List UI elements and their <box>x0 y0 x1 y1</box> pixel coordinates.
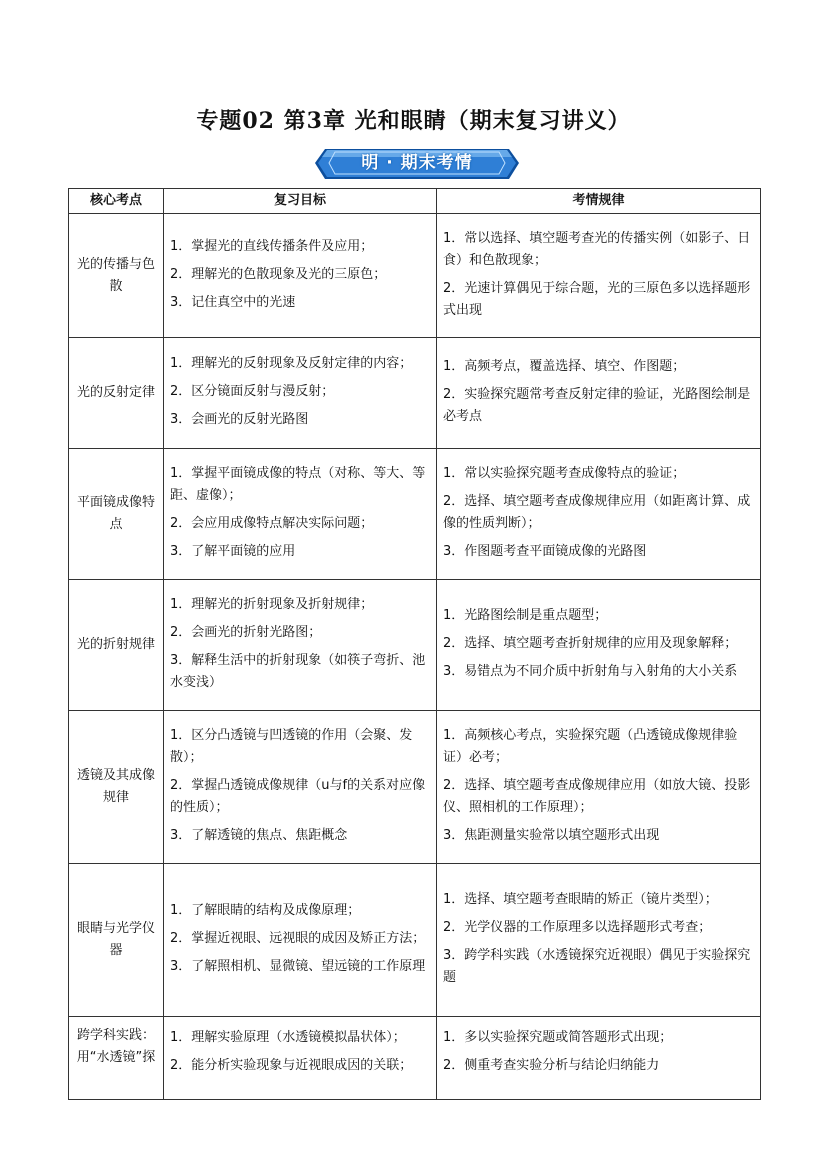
pattern-item: 2．光速计算偶见于综合题，光的三原色多以选择题形式出现 <box>443 280 751 318</box>
goal-item: 3．了解平面镜的应用 <box>170 544 296 559</box>
pattern-item: 1．光路图绘制是重点题型； <box>443 608 608 623</box>
patterns-cell <box>437 1017 761 1100</box>
table-header-row <box>69 189 761 214</box>
patterns-cell <box>437 338 761 449</box>
header-patterns: 考情规律 <box>437 189 761 214</box>
pattern-item: 2．侧重考查实验分析与结论归纳能力 <box>443 1058 660 1073</box>
goals-cell <box>164 214 437 338</box>
goal-item: 3．会画光的反射光路图 <box>170 412 309 427</box>
patterns-cell <box>437 214 761 338</box>
pattern-item: 3．焦距测量实验常以填空题形式出现 <box>443 828 660 843</box>
table-row <box>69 1017 761 1100</box>
banner-label: 明 · 期末考情 <box>361 153 473 173</box>
pattern-item: 2．选择、填空题考查成像规律应用（如距离计算、成像的性质判断）； <box>443 494 751 531</box>
goal-item: 3．解释生活中的折射现象（如筷子弯折、池水变浅） <box>170 653 426 690</box>
patterns-cell <box>437 449 761 580</box>
goal-item: 1．理解光的折射现象及折射规律； <box>170 597 374 612</box>
pattern-item: 1．高频核心考点，实验探究题（凸透镜成像规律验证）必考； <box>443 728 738 765</box>
pattern-item: 2．选择、填空题考查成像规律应用（如放大镜、投影仪、照相机的工作原理）； <box>443 778 751 815</box>
exam-overview-table <box>68 188 761 1100</box>
topic-cell: 跨学科实践：用“水透镜”探 <box>69 1017 164 1100</box>
pattern-item: 3．作图题考查平面镜成像的光路图 <box>443 544 647 559</box>
goal-item: 3．了解照相机、显微镜、望远镜的工作原理 <box>170 959 426 974</box>
topic-cell: 光的传播与色散 <box>69 214 164 338</box>
pattern-item: 3．跨学科实践（水透镜探究近视眼）偶见于实验探究题 <box>443 948 751 985</box>
table-row <box>69 449 761 580</box>
goals-cell <box>164 711 437 864</box>
topic-cell: 透镜及其成像规律 <box>69 711 164 864</box>
goal-item: 2．会画光的折射光路图； <box>170 625 322 640</box>
goals-cell <box>164 338 437 449</box>
pattern-item: 2．光学仪器的工作原理多以选择题形式考查； <box>443 920 712 935</box>
topic-cell: 眼睛与光学仪器 <box>69 864 164 1017</box>
goal-item: 1．了解眼睛的结构及成像原理； <box>170 903 361 918</box>
pattern-item: 1．常以实验探究题考查成像特点的验证； <box>443 466 686 481</box>
section-banner <box>311 146 523 182</box>
page-title: 专题02 第3章 光和眼睛（期末复习讲义） <box>196 108 631 134</box>
goal-item: 1．理解实验原理（水透镜模拟晶状体）； <box>170 1030 406 1045</box>
goals-cell <box>164 864 437 1017</box>
pattern-item: 1．选择、填空题考查眼睛的矫正（镜片类型）； <box>443 892 718 907</box>
patterns-cell <box>437 580 761 711</box>
table-row <box>69 711 761 864</box>
patterns-cell <box>437 711 761 864</box>
goal-item: 1．掌握光的直线传播条件及应用； <box>170 238 374 254</box>
goal-item: 3．记住真空中的光速 <box>170 294 296 310</box>
goal-item: 1．理解光的反射现象及反射定律的内容； <box>170 356 413 371</box>
header-topic: 核心考点 <box>69 189 164 214</box>
goal-item: 2．区分镜面反射与漫反射； <box>170 384 335 399</box>
topic-cell: 光的折射规律 <box>69 580 164 711</box>
pattern-item: 2．选择、填空题考查折射规律的应用及现象解释； <box>443 636 738 651</box>
goal-item: 2．能分析实验现象与近视眼成因的关联； <box>170 1058 413 1073</box>
pattern-item: 1．高频考点，覆盖选择、填空、作图题； <box>443 359 686 374</box>
table-row <box>69 214 761 338</box>
topic-cell: 平面镜成像特点 <box>69 449 164 580</box>
goal-item: 3．了解透镜的焦点、焦距概念 <box>170 828 348 843</box>
table-row <box>69 864 761 1017</box>
pattern-item: 3．易错点为不同介质中折射角与入射角的大小关系 <box>443 664 738 679</box>
goal-item: 1．掌握平面镜成像的特点（对称、等大、等距、虚像）； <box>170 466 426 503</box>
goal-item: 2．掌握凸透镜成像规律（u与f的关系对应像的性质）； <box>170 778 426 815</box>
table-row <box>69 580 761 711</box>
goals-cell <box>164 580 437 711</box>
table-row <box>69 338 761 449</box>
pattern-item: 2．实验探究题常考查反射定律的验证，光路图绘制是必考点 <box>443 387 751 424</box>
topic-cell: 光的反射定律 <box>69 338 164 449</box>
goal-item: 2．理解光的色散现象及光的三原色； <box>170 266 387 282</box>
goal-item: 2．会应用成像特点解决实际问题； <box>170 516 374 531</box>
goals-cell <box>164 1017 437 1100</box>
header-goals: 复习目标 <box>164 189 437 214</box>
pattern-item: 1．多以实验探究题或简答题形式出现； <box>443 1030 673 1045</box>
patterns-cell <box>437 864 761 1017</box>
goals-cell <box>164 449 437 580</box>
goal-item: 1．区分凸透镜与凹透镜的作用（会聚、发散）； <box>170 728 413 765</box>
goal-item: 2．掌握近视眼、远视眼的成因及矫正方法； <box>170 931 426 946</box>
pattern-item: 1．常以选择、填空题考查光的传播实例（如影子、日食）和色散现象； <box>443 230 751 268</box>
